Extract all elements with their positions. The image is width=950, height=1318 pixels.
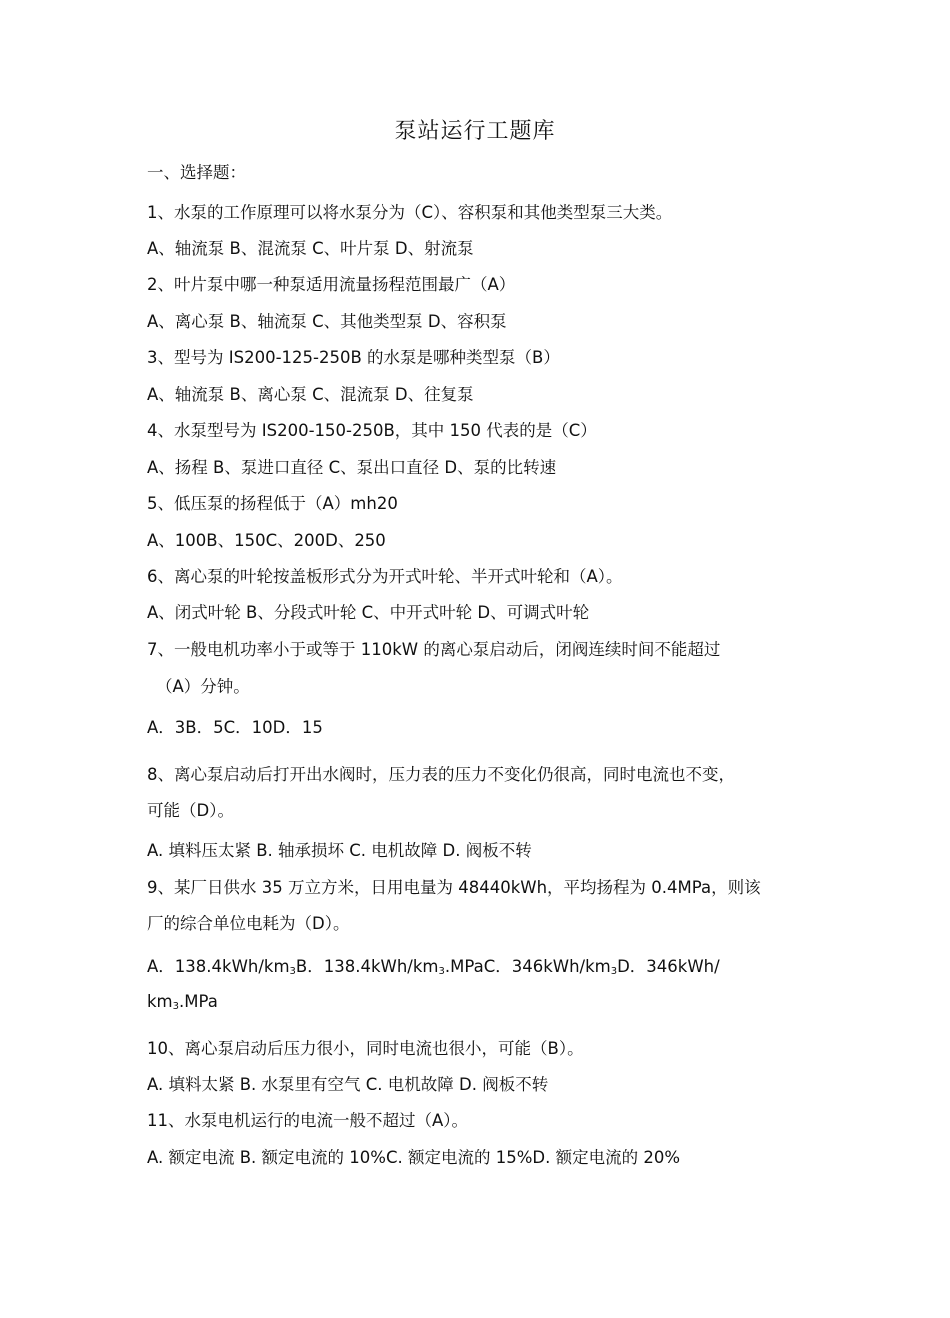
question-6-options: A、闭式叶轮 B、分段式叶轮 C、中开式叶轮 D、可调式叶轮 bbox=[147, 603, 590, 622]
superscript-3: 3 bbox=[610, 966, 618, 977]
question-3-options: A、轴流泵 B、离心泵 C、混流泵 D、往复泵 bbox=[147, 385, 474, 404]
question-2-options: A、离心泵 B、轴流泵 C、其他类型泵 D、容积泵 bbox=[147, 312, 507, 331]
document-title: 泵站运行工题库 bbox=[394, 119, 556, 144]
question-4: 4、水泵型号为 IS200-150-250B，其中 150 代表的是（C） bbox=[147, 421, 597, 440]
question-6: 6、离心泵的叶轮按盖板形式分为开式叶轮、半开式叶轮和（A）。 bbox=[147, 567, 623, 586]
section-heading: 一、选择题： bbox=[147, 163, 246, 182]
option-b-tail: .MPa bbox=[444, 957, 484, 976]
option-d: D．346kWh/ bbox=[617, 957, 720, 976]
question-7-line-1: 7、一般电机功率小于或等于 110kW 的离心泵启动后，闭阀连续时间不能超过 bbox=[147, 640, 721, 659]
option-d-unit: km bbox=[147, 992, 173, 1011]
question-7-options: A．3B．5C．10D．15 bbox=[147, 718, 323, 737]
question-2: 2、叶片泵中哪一种泵适用流量扬程范围最广（A） bbox=[147, 275, 516, 294]
option-b: B．138.4kWh/km bbox=[295, 957, 439, 976]
superscript-3: 3 bbox=[172, 1001, 180, 1012]
question-8-line-1: 8、离心泵启动后打开出水阀时，压力表的压力不变化仍很高，同时电流也不变， bbox=[147, 765, 735, 784]
option-c: C．346kWh/km bbox=[483, 957, 611, 976]
question-9-options bbox=[147, 956, 720, 978]
question-4-options: A、扬程 B、泵进口直径 C、泵出口直径 D、泵的比转速 bbox=[147, 458, 557, 477]
question-5-options: A、100B、150C、200D、250 bbox=[147, 531, 386, 550]
question-8-options: A. 填料压太紧 B. 轴承损坏 C. 电机故障 D. 阀板不转 bbox=[147, 841, 532, 860]
question-11: 11、水泵电机运行的电流一般不超过（A）。 bbox=[147, 1111, 469, 1130]
question-9-options-continued bbox=[147, 991, 218, 1013]
option-a: A．138.4kWh/km bbox=[147, 957, 290, 976]
option-d-tail: .MPa bbox=[179, 992, 218, 1011]
question-8-line-2: 可能（D）。 bbox=[147, 801, 234, 820]
question-1-options: A、轴流泵 B、混流泵 C、叶片泵 D、射流泵 bbox=[147, 239, 474, 258]
superscript-3: 3 bbox=[438, 966, 445, 977]
superscript-3: 3 bbox=[289, 966, 296, 977]
question-10: 10、离心泵启动后压力很小，同时电流也很小，可能（B）。 bbox=[147, 1039, 584, 1058]
question-7-line-2: （A）分钟。 bbox=[156, 677, 250, 696]
question-3: 3、型号为 IS200-125-250B 的水泵是哪种类型泵（B） bbox=[147, 348, 560, 367]
question-9-line-1: 9、某厂日供水 35 万立方米，日用电量为 48440kWh，平均扬程为 0.4MPa，则该 bbox=[147, 878, 761, 897]
question-10-options: A. 填料太紧 B. 水泵里有空气 C. 电机故障 D. 阀板不转 bbox=[147, 1075, 549, 1094]
question-11-options: A. 额定电流 B. 额定电流的 10%C. 额定电流的 15%D. 额定电流的 20% bbox=[147, 1148, 681, 1167]
question-1: 1、水泵的工作原理可以将水泵分为（C）、容积泵和其他类型泵三大类。 bbox=[147, 203, 673, 222]
question-5: 5、低压泵的扬程低于（A）mh20 bbox=[147, 494, 398, 513]
question-9-line-2: 厂的综合单位电耗为（D）。 bbox=[147, 914, 350, 933]
